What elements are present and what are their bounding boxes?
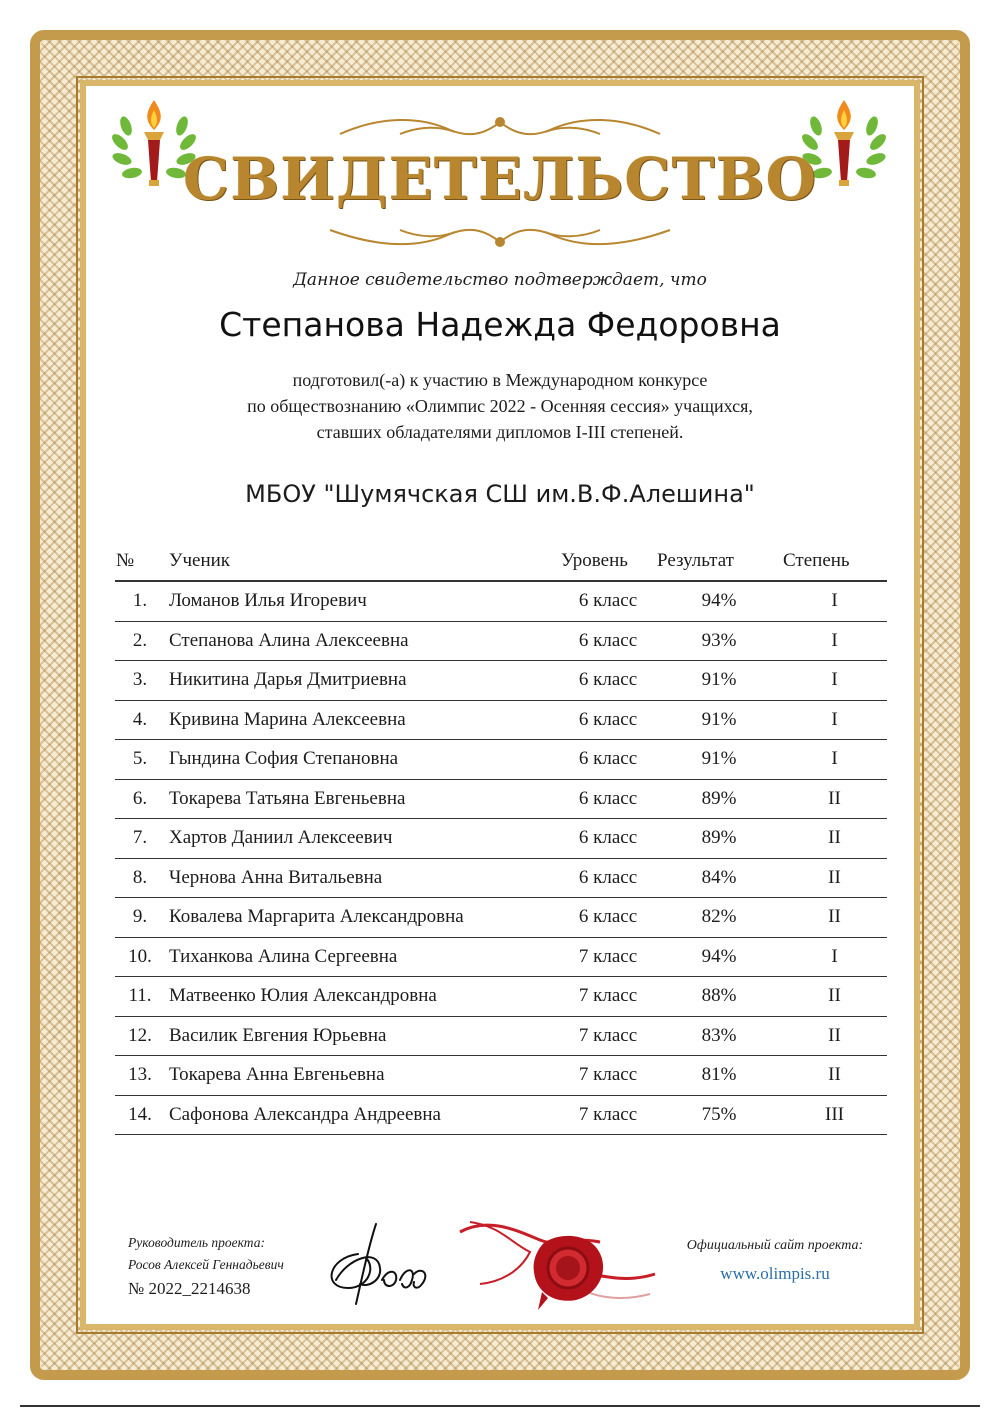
diploma-degree: II: [782, 898, 887, 938]
result-percent: 88%: [656, 977, 782, 1017]
class-level: 6 класс: [560, 621, 656, 661]
certificate-number: № 2022_2214638: [128, 1279, 251, 1298]
description-line: подготовил(-а) к участию в Международном конкурсе: [292, 370, 708, 390]
table-row: [115, 740, 887, 780]
title-flourish-top: [0, 112, 1000, 142]
row-number: 13.: [115, 1056, 165, 1096]
diploma-degree: I: [782, 937, 887, 977]
header-level: Уровень: [560, 542, 656, 581]
result-percent: 82%: [656, 898, 782, 938]
table-row: [115, 977, 887, 1017]
class-level: 6 класс: [560, 740, 656, 780]
student-name: Хартов Даниил Алексеевич: [165, 819, 560, 859]
diploma-degree: II: [782, 819, 887, 859]
table-header-row: [115, 542, 887, 581]
row-number: 3.: [115, 661, 165, 701]
diploma-degree: I: [782, 581, 887, 621]
description-line: по обществознанию «Олимпис 2022 - Осенняя сессия» учащихся,: [247, 396, 753, 416]
result-percent: 91%: [656, 661, 782, 701]
table-row: [115, 858, 887, 898]
result-percent: 89%: [656, 779, 782, 819]
header-result: Результат: [656, 542, 782, 581]
diploma-degree: I: [782, 700, 887, 740]
table-row: [115, 581, 887, 621]
header-degree: Степень: [782, 542, 887, 581]
site-label: Официальный сайт проекта:: [686, 1238, 864, 1253]
row-number: 9.: [115, 898, 165, 938]
project-head-label: Руководитель проекта:: [128, 1235, 265, 1250]
diploma-degree: I: [782, 661, 887, 701]
diploma-degree: II: [782, 1056, 887, 1096]
results-table: [115, 542, 887, 1135]
student-name: Ковалева Маргарита Александровна: [165, 898, 560, 938]
table-row: [115, 661, 887, 701]
row-number: 11.: [115, 977, 165, 1017]
result-percent: 91%: [656, 700, 782, 740]
class-level: 7 класс: [560, 1056, 656, 1096]
row-number: 8.: [115, 858, 165, 898]
class-level: 6 класс: [560, 858, 656, 898]
diploma-degree: II: [782, 1016, 887, 1056]
row-number: 12.: [115, 1016, 165, 1056]
row-number: 7.: [115, 819, 165, 859]
table-row: [115, 1056, 887, 1096]
student-name: Никитина Дарья Дмитриевна: [165, 661, 560, 701]
student-name: Токарева Татьяна Евгеньевна: [165, 779, 560, 819]
school-name: МБОУ "Шумячская СШ им.В.Ф.Алешина": [245, 480, 755, 508]
table-row: [115, 621, 887, 661]
row-number: 6.: [115, 779, 165, 819]
wax-seal-icon: [450, 1212, 660, 1312]
row-number: 4.: [115, 700, 165, 740]
table-row: [115, 819, 887, 859]
diploma-degree: I: [782, 740, 887, 780]
student-name: Тиханкова Алина Сергеевна: [165, 937, 560, 977]
row-number: 1.: [115, 581, 165, 621]
table-row: [115, 1095, 887, 1135]
row-number: 5.: [115, 740, 165, 780]
table-row: [115, 1016, 887, 1056]
student-name: Ломанов Илья Игоревич: [165, 581, 560, 621]
recipient-name: Степанова Надежда Федоровна: [219, 305, 781, 344]
result-percent: 84%: [656, 858, 782, 898]
table-row: [115, 779, 887, 819]
class-level: 7 класс: [560, 937, 656, 977]
class-level: 6 класс: [560, 700, 656, 740]
diploma-degree: II: [782, 858, 887, 898]
row-number: 10.: [115, 937, 165, 977]
intro-text: Данное свидетельство подтверждает, что: [293, 270, 707, 290]
class-level: 6 класс: [560, 779, 656, 819]
result-percent: 75%: [656, 1095, 782, 1135]
student-name: Сафонова Александра Андреевна: [165, 1095, 560, 1135]
header-student: Ученик: [165, 542, 560, 581]
class-level: 7 класс: [560, 1095, 656, 1135]
result-percent: 93%: [656, 621, 782, 661]
student-name: Гындина София Степановна: [165, 740, 560, 780]
student-name: Матвеенко Юлия Александровна: [165, 977, 560, 1017]
header-number: №: [115, 542, 165, 581]
result-percent: 94%: [656, 581, 782, 621]
student-name: Василик Евгения Юрьевна: [165, 1016, 560, 1056]
result-percent: 83%: [656, 1016, 782, 1056]
description-line: ставших обладателями дипломов I-III степеней.: [316, 422, 684, 442]
certificate-title: СВИДЕТЕЛЬСТВО: [182, 145, 818, 213]
class-level: 6 класс: [560, 898, 656, 938]
official-site: [670, 1238, 880, 1284]
table-row: [115, 700, 887, 740]
title-flourish-bottom: [0, 222, 1000, 252]
table-row: [115, 937, 887, 977]
class-level: 6 класс: [560, 661, 656, 701]
diploma-degree: I: [782, 621, 887, 661]
result-percent: 94%: [656, 937, 782, 977]
site-link[interactable]: www.olimpis.ru: [720, 1264, 830, 1283]
result-percent: 91%: [656, 740, 782, 780]
class-level: 7 класс: [560, 1016, 656, 1056]
class-level: 6 класс: [560, 581, 656, 621]
diploma-degree: II: [782, 779, 887, 819]
class-level: 7 класс: [560, 977, 656, 1017]
student-name: Токарева Анна Евгеньевна: [165, 1056, 560, 1096]
student-name: Степанова Алина Алексеевна: [165, 621, 560, 661]
signature: [318, 1218, 433, 1308]
student-name: Чернова Анна Витальевна: [165, 858, 560, 898]
result-percent: 81%: [656, 1056, 782, 1096]
project-head: [128, 1232, 284, 1276]
class-level: 6 класс: [560, 819, 656, 859]
student-name: Кривина Марина Алексеевна: [165, 700, 560, 740]
certificate-description: [0, 367, 1000, 445]
result-percent: 89%: [656, 819, 782, 859]
table-row: [115, 898, 887, 938]
diploma-degree: III: [782, 1095, 887, 1135]
page-bottom-rule: [20, 1405, 980, 1407]
row-number: 14.: [115, 1095, 165, 1135]
project-head-name: Росов Алексей Геннадьевич: [128, 1257, 284, 1272]
diploma-degree: II: [782, 977, 887, 1017]
row-number: 2.: [115, 621, 165, 661]
